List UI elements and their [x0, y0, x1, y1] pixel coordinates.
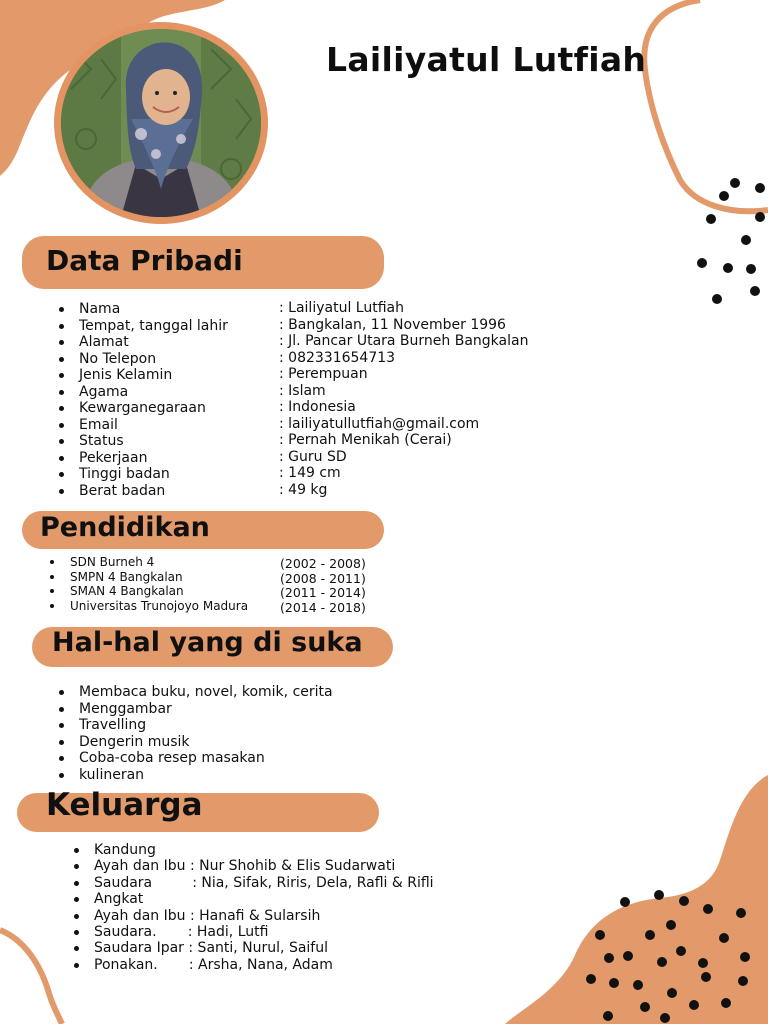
list-item: Ayah dan Ibu : Hanafi & Sularsih — [73, 908, 434, 924]
education-years — [280, 557, 366, 615]
field-value: : Guru SD — [279, 448, 347, 465]
list-item: Saudara : Nia, Sifak, Riris, Dela, Rafli & Rifli — [73, 875, 434, 891]
list-item: Angkat — [73, 891, 434, 907]
list-item — [58, 450, 228, 467]
list-item — [58, 384, 228, 401]
person-name-heading: Lailiyatul Lutfiah — [326, 40, 647, 79]
list-item — [58, 433, 228, 450]
bottom-left-curve — [0, 930, 62, 1024]
list-item — [58, 367, 228, 384]
personal-values-list — [279, 300, 528, 498]
list-item: kulineran — [58, 767, 333, 784]
year-range: (2014 - 2018) — [280, 599, 366, 615]
field-label: Nama — [79, 301, 121, 317]
profile-photo-frame — [54, 22, 268, 224]
list-item: Ayah dan Ibu : Nur Shohib & Elis Sudarwati — [73, 858, 434, 874]
list-item: SDN Burneh 4 — [49, 555, 248, 570]
field-label: Status — [79, 433, 124, 449]
list-item: Membaca buku, novel, komik, cerita — [58, 684, 333, 701]
list-item — [58, 318, 228, 335]
year-range: (2011 - 2014) — [280, 585, 366, 601]
field-value: : Islam — [279, 382, 326, 399]
list-item: Universitas Trunojoyo Madura — [49, 599, 248, 614]
list-item — [58, 351, 228, 368]
field-label: Kewarganegaraan — [79, 400, 206, 416]
section-title-personal: Data Pribadi — [46, 244, 243, 277]
personal-labels-list — [58, 301, 228, 499]
field-value: : Lailiyatul Lutfiah — [279, 300, 404, 316]
section-title-family: Keluarga — [46, 787, 203, 823]
list-item: Coba-coba resep masakan — [58, 750, 333, 767]
section-title-likes: Hal-hal yang di suka — [52, 627, 363, 658]
field-value: : 49 kg — [279, 481, 328, 498]
field-label: Email — [79, 416, 118, 433]
field-label: Berat badan — [79, 482, 166, 499]
list-item: Menggambar — [58, 701, 333, 718]
field-value: : Pernah Menikah (Cerai) — [279, 432, 452, 448]
field-label: Agama — [79, 383, 129, 400]
list-item: SMAN 4 Bangkalan — [49, 584, 248, 599]
field-label: Tempat, tanggal lahir — [79, 317, 228, 334]
year-range: (2008 - 2011) — [280, 570, 366, 586]
field-value: : Bangkalan, 11 November 1996 — [279, 316, 506, 333]
field-label: Pekerjaan — [79, 449, 148, 466]
top-right-curve — [644, 0, 768, 211]
list-item — [58, 417, 228, 434]
field-value: : Perempuan — [279, 366, 368, 382]
year-range: (2002 - 2008) — [280, 556, 366, 571]
field-label: Jenis Kelamin — [79, 367, 173, 383]
list-item: Kandung — [73, 842, 434, 858]
likes-list — [58, 684, 333, 783]
field-label: No Telepon — [79, 350, 157, 367]
field-label: Tinggi badan — [79, 466, 170, 482]
field-label: Alamat — [79, 334, 129, 350]
dot-pattern-top-right — [697, 178, 765, 304]
family-list — [73, 842, 434, 973]
profile-photo — [61, 29, 261, 217]
list-item: Ponakan. : Arsha, Nana, Adam — [73, 957, 434, 973]
list-item: SMPN 4 Bangkalan — [49, 570, 248, 585]
list-item: Saudara Ipar : Santi, Nurul, Saiful — [73, 940, 434, 956]
list-item — [58, 483, 228, 500]
section-title-education: Pendidikan — [40, 512, 210, 543]
field-value: : 082331654713 — [279, 349, 396, 366]
list-item: Dengerin musik — [58, 734, 333, 751]
list-item: Travelling — [58, 717, 333, 734]
list-item: Saudara. : Hadi, Lutfi — [73, 924, 434, 940]
field-value: : Indonesia — [279, 399, 356, 415]
field-value: : Jl. Pancar Utara Burneh Bangkalan — [279, 333, 529, 349]
email-value: : lailiyatullutfiah@gmail.com — [279, 415, 480, 432]
list-item — [58, 466, 228, 483]
field-value: : 149 cm — [279, 465, 341, 481]
list-item — [58, 301, 228, 318]
list-item — [58, 334, 228, 351]
education-list — [49, 555, 248, 613]
list-item — [58, 400, 228, 417]
person-portrait-image — [61, 29, 261, 217]
